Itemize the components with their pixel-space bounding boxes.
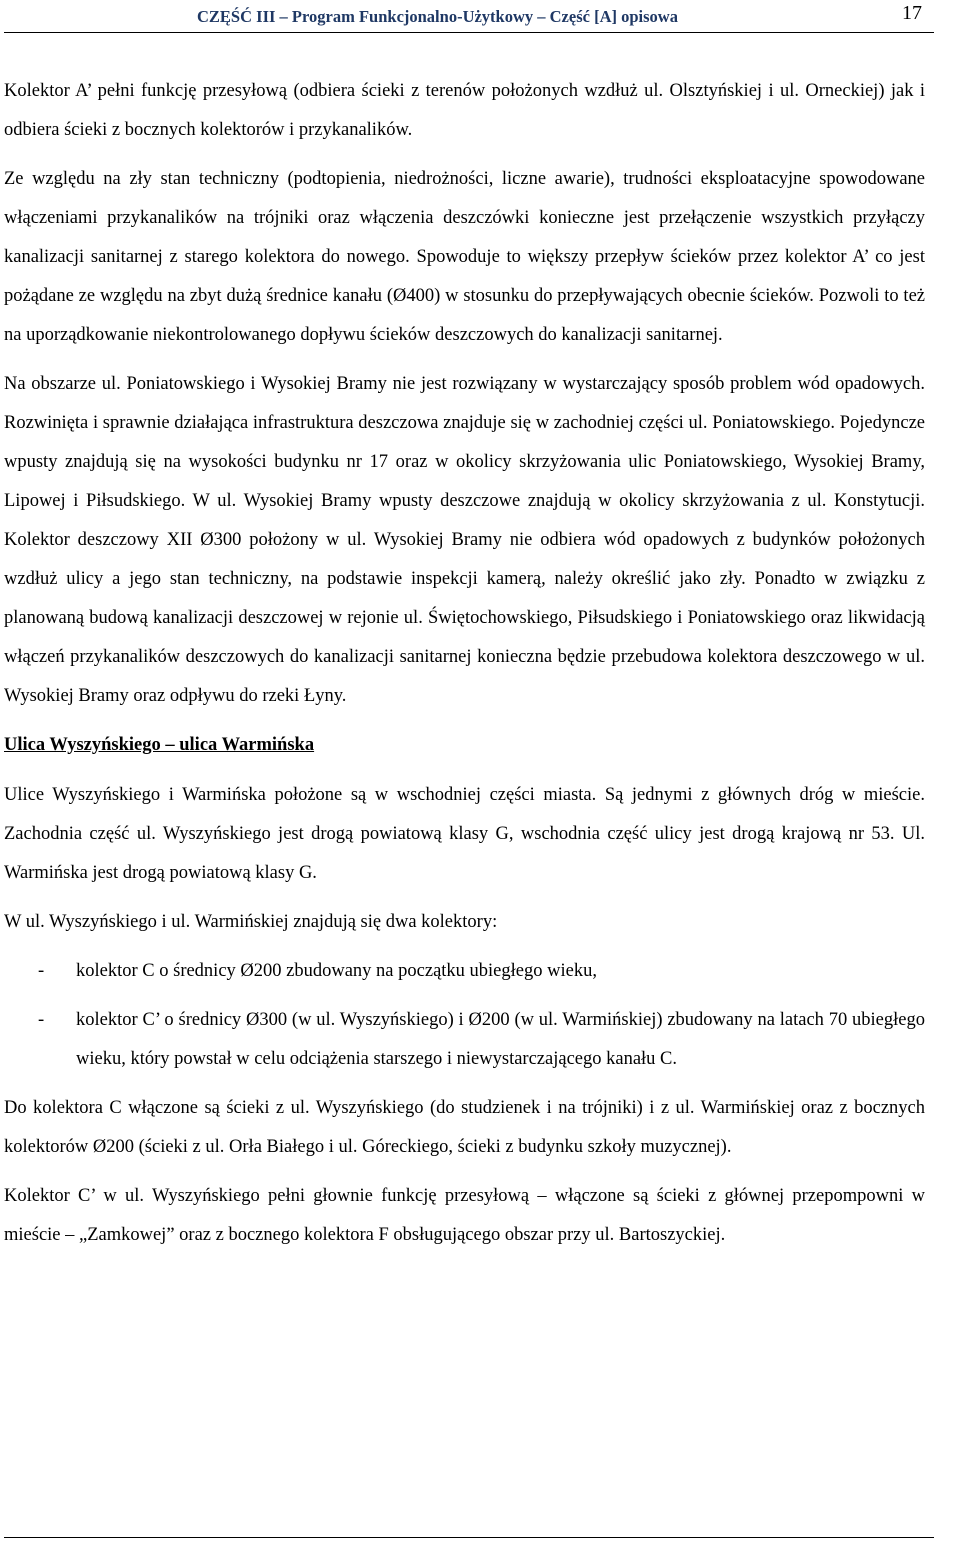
document-title: CZĘŚĆ III – Program Funkcjonalno-Użytkowy – Część [A] opisowa: [197, 7, 678, 26]
paragraph-kolektor-c: Do kolektora C włączone są ścieki z ul. Wyszyńskiego (do studzienek i na trójniki) i z ul. Warmińskiej oraz z bocznych kolektorów Ø200 (ścieki z ul. Orła Białego i ul. Góreckiego, ścieki z budynku szkoły muzycznej).: [4, 1098, 925, 1157]
dash-bullet: -: [38, 961, 45, 981]
list-item-text: kolektor C’ o średnicy Ø300 (w ul. Wyszyńskiego) i Ø200 (w ul. Warmińskiej) zbudowany na latach 70 ubiegłego wieku, który powstał w celu odciążenia starszego i niewystarczającego kanału C.: [76, 1010, 925, 1069]
paragraph-kolektor-a: Kolektor A’ pełni funkcję przesyłową (odbiera ścieki z terenów położonych wzdłuż ul. Olsztyńskiej i ul. Orneckiej) jak i odbiera ścieki z bocznych kolektorów i przykanalików.: [4, 81, 925, 140]
dash-bullet: -: [38, 1010, 45, 1030]
page-header: [0, 0, 960, 40]
paragraph-list-intro: W ul. Wyszyńskiego i ul. Warmińskiej znajdują się dwa kolektory:: [4, 912, 498, 932]
list-item: [4, 952, 925, 991]
section-heading: Ulica Wyszyńskiego – ulica Warmińska: [4, 735, 315, 755]
list-item-text: kolektor C o średnicy Ø200 zbudowany na początku ubiegłego wieku,: [76, 961, 597, 981]
paragraph-technical-state: Ze względu na zły stan techniczny (podtopienia, niedrożności, liczne awarie), trudności eksploatacyjne spowodowane włączeniami przykanalików na trójniki oraz włączenia deszczówki konieczne jest przełączenie wszystkich przyłączy kanalizacji sanitarnej z starego kolektora do nowego. Spowoduje to większy przepływ ścieków przez kolektor A’ co jest pożądane ze względu na zbyt dużą średnice kanału (Ø400) w stosunku do przepływających obecnie ścieków. Pozwoli to też na uporządkowanie niekontrolowanego dopływu ścieków deszczowych do kanalizacji sanitarnej.: [4, 169, 925, 345]
footer-divider: [4, 1537, 934, 1538]
paragraph-rainwater: Na obszarze ul. Poniatowskiego i Wysokiej Bramy nie jest rozwiązany w wystarczający sposób problem wód opadowych. Rozwinięta i sprawnie działająca infrastruktura deszczowa znajduje się w zachodniej części ul. Poniatowskiego. Pojedyncze wpusty znajdują się na wysokości budynku nr 17 oraz w okolicy skrzyżowania ulic Poniatowskiego, Wysokiej Bramy, Lipowej i Piłsudskiego. W ul. Wysokiej Bramy wpusty deszczowe znajdują w okolicy skrzyżowania z ul. Konstytucji. Kolektor deszczowy XII Ø300 położony w ul. Wysokiej Bramy nie odbiera wód opadowych z budynków położonych wzdłuż ulicy a jego stan techniczny, na podstawie inspekcji kamerą, należy określić jako zły. Ponadto w związku z planowaną budową kanalizacji deszczowej w rejonie ul. Świętochowskiego, Piłsudskiego i Poniatowskiego oraz likwidacją włączeń przykanalików deszczowych do kanalizacji sanitarnej konieczna będzie przebudowa kolektora deszczowego w ul. Wysokiej Bramy oraz odpływu do rzeki Łyny.: [4, 374, 925, 706]
page-number: 17: [902, 2, 922, 24]
list-item: [4, 1001, 925, 1079]
paragraph-kolektor-c-prime: Kolektor C’ w ul. Wyszyńskiego pełni głownie funkcję przesyłową – włączone są ścieki z głównej przepompowni w mieście – „Zamkowej” oraz z bocznego kolektora F obsługującego obszar przy ul. Bartoszyckiej.: [4, 1186, 925, 1245]
document-body: [4, 72, 925, 1265]
paragraph-streets-intro: Ulice Wyszyńskiego i Warmińska położone są w wschodniej części miasta. Są jednymi z głównych dróg w mieście. Zachodnia część ul. Wyszyńskiego jest drogą powiatową klasy G, wschodnia część ulicy jest drogą krajową nr 53. Ul. Warmińska jest drogą powiatową klasy G.: [4, 785, 925, 883]
header-divider: [4, 32, 934, 33]
collector-list: [4, 952, 925, 1079]
